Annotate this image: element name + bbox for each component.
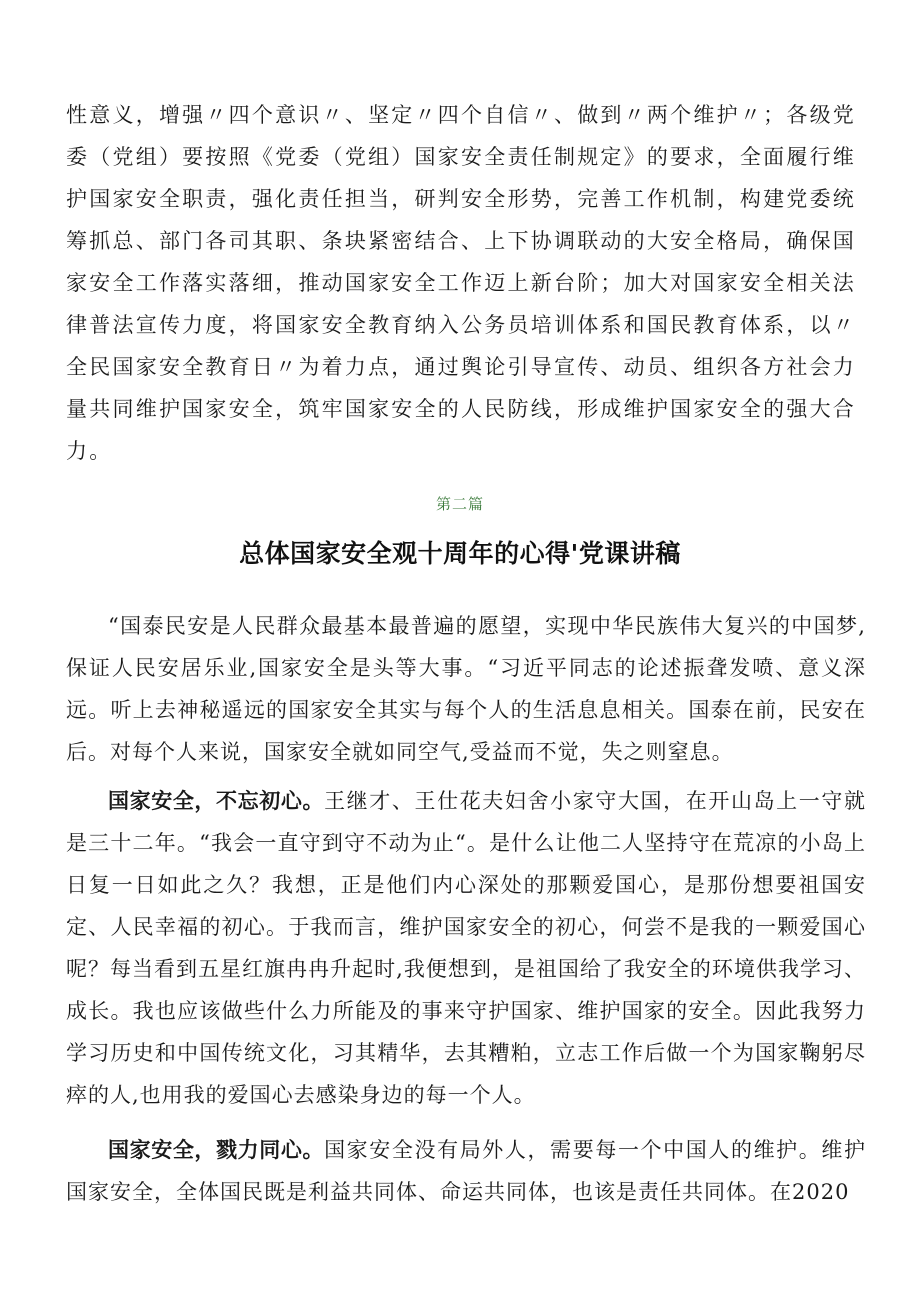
document-title: 总体国家安全观十周年的心得'党课讲稿 xyxy=(239,539,681,568)
paragraph-body: 国家安全没有局外人，需要每一个中国人的维护。维护国家安全，全体国民既是利益共同体、命运共同体，也该是责任共同体。在2020 xyxy=(66,1138,866,1204)
paragraph-lead-heading: 国家安全，戮力同心。 xyxy=(108,1138,325,1162)
paragraph-lead-heading: 国家安全，不忘初心。 xyxy=(108,789,325,813)
paragraph-continued: 性意义，增强〃四个意识〃、坚定〃四个自信〃、做到〃两个维护〃；各级党委（党组）要按照《党委（党组）国家安全责任制规定》的要求，全面履行维护国家安全职责，强化责任担当，研判安全形势，完善工作机制，构建党委统筹抓总、部门各司其职、条块紧密结合、上下协调联动的大安全格局，确保国家安全工作落实落细，推动国家安全工作迈上新台阶；加大对国家安全相关法律普法宣传力度，将国家安全教育纳入公务员培训体系和国民教育体系，以〃全民国家安全教育日〃为着力点，通过舆论引导宣传、动员、组织各方社会力量共同维护国家安全，筑牢国家安全的人民防线，形成维护国家安全的强大合力。 xyxy=(66,103,856,463)
paragraph-intro: “国泰民安是人民群众最基本最普遍的愿望，实现中华民族伟大复兴的中国梦,保证人民安居乐业,国家安全是头等大事。“习近平同志的论述振聋发喷、意义深远。听上去神秘遥远的国家安全其实与每个人的生活息息相关。国泰在前，民安在后。对每个人来说，国家安全就如同空气,受益而不觉，失之则窒息。 xyxy=(66,614,866,764)
paragraph-unity xyxy=(66,1129,866,1213)
paragraph-initial-heart xyxy=(66,780,866,1116)
paragraph-body: 王继才、王仕花夫妇舍小家守大国，在开山岛上一守就是三十二年。“我会一直守到守不动为止“。是什么让他二人坚持守在荒凉的小岛上日复一日如此之久？我想，正是他们内心深处的那颗爱国心，是那份想要祖国安定、人民幸福的初心。于我而言，维护国家安全的初心，何尝不是我的一颗爱国心呢？每当看到五星红旗冉冉升起时,我便想到，是祖国给了我安全的环境供我学习、成长。我也应该做些什么力所能及的事来守护国家、维护国家的安全。因此我努力学习历史和中国传统文化，习其精华，去其糟粕，立志工作后做一个为国家鞠躬尽瘁的人,也用我的爱国心去感染身边的每一个人。 xyxy=(66,789,866,1107)
section-label: 第二篇 xyxy=(435,495,484,513)
